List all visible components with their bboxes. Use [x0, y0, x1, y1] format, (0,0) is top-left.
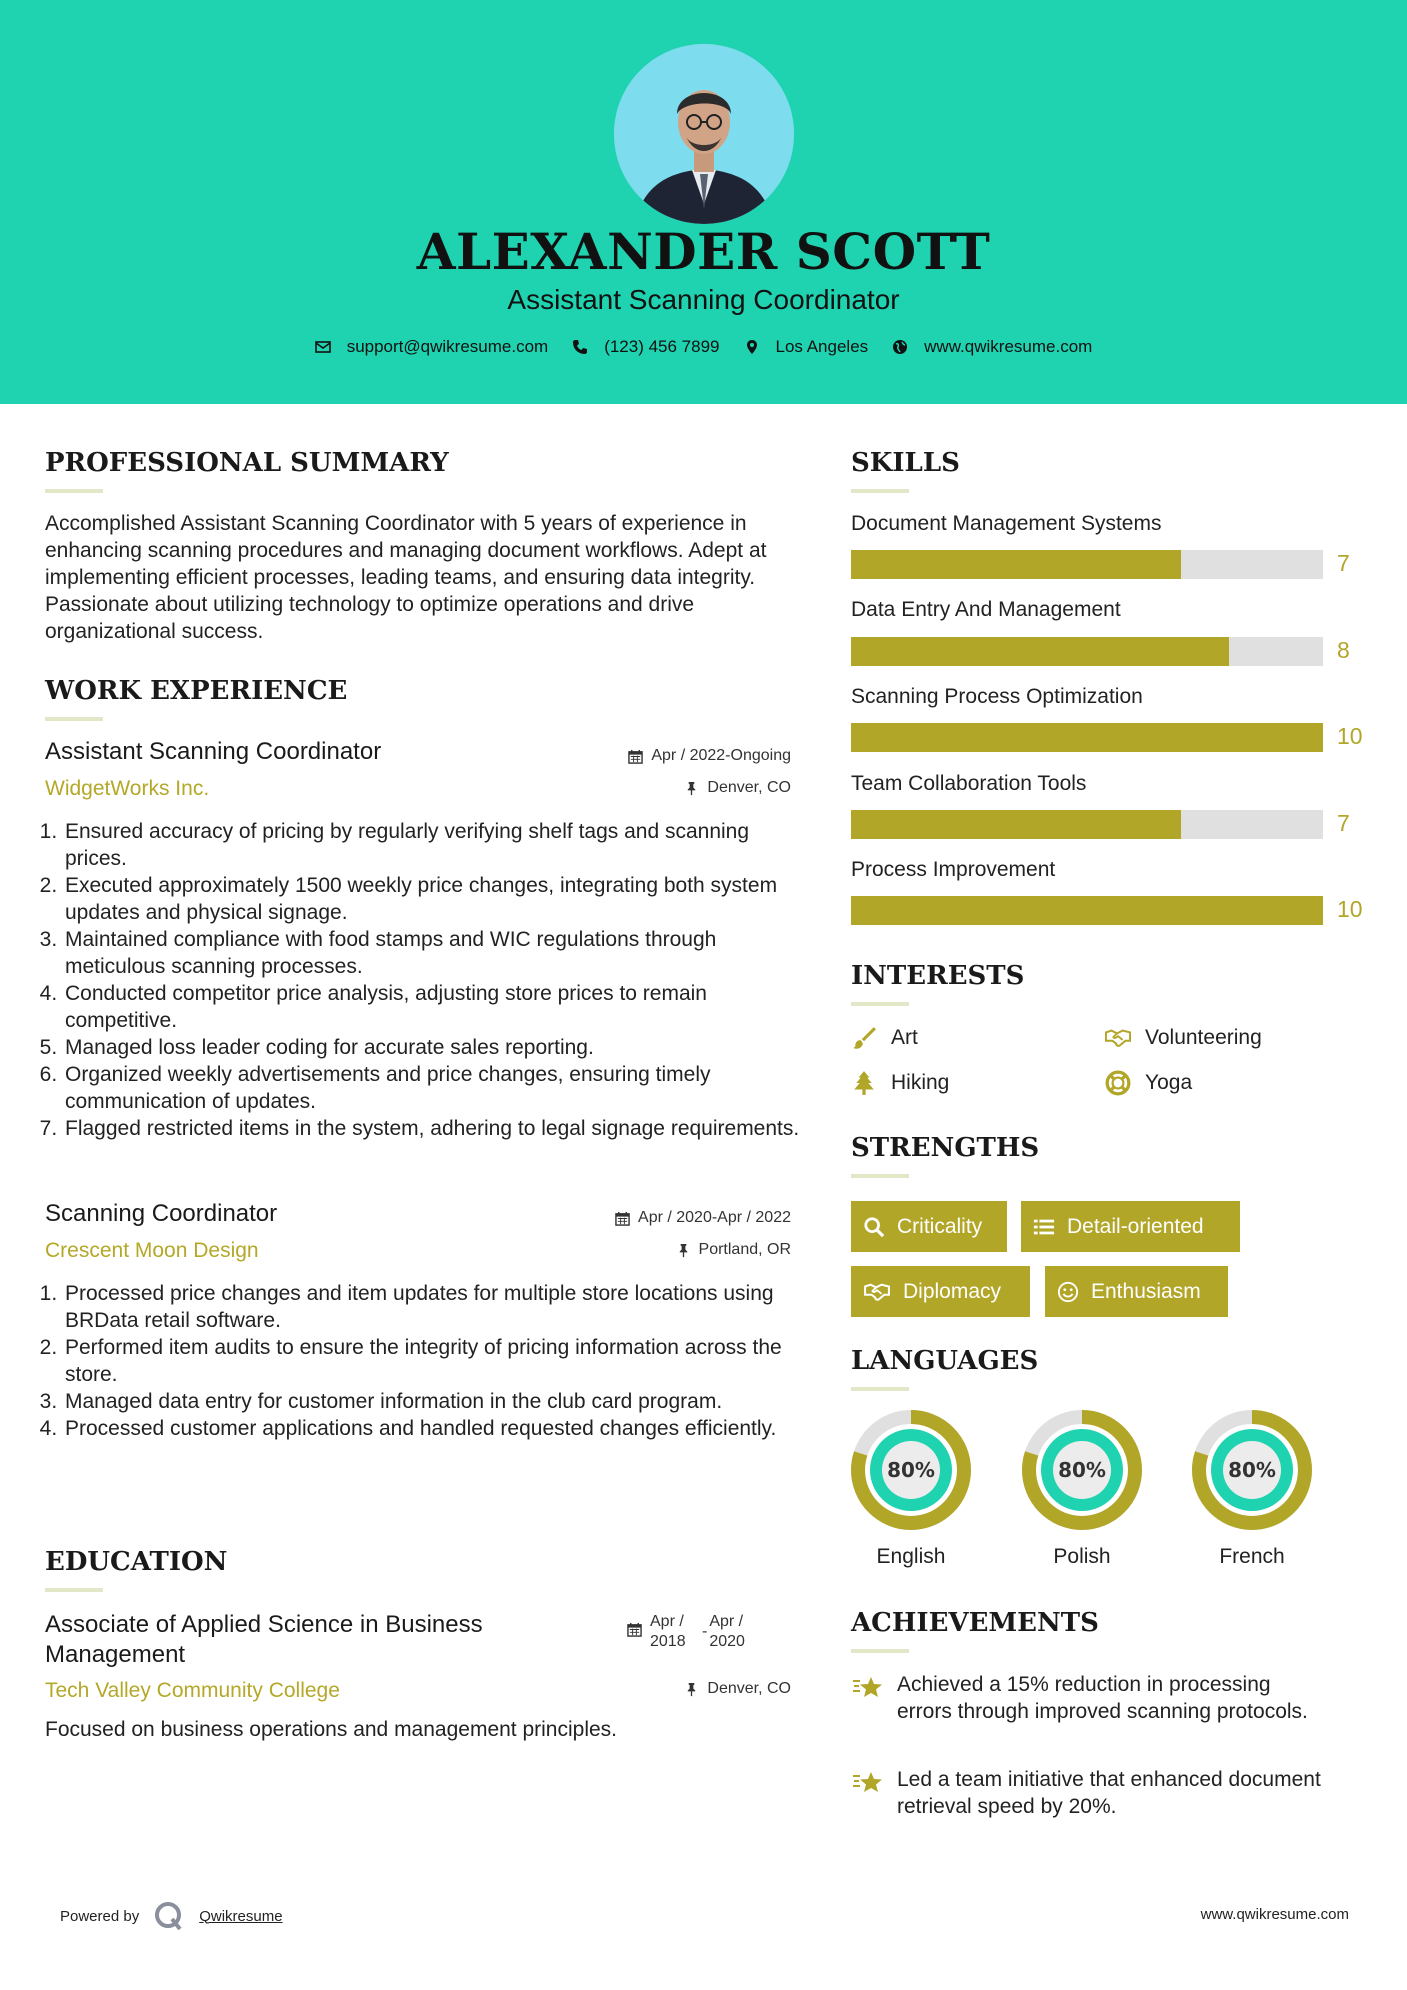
search-icon — [863, 1216, 885, 1238]
interest-label: Volunteering — [1145, 1026, 1262, 1049]
skill-bar — [851, 810, 1323, 839]
list-item: 1. Processed price changes and item updates for multiple store locations using BRData retail software. — [63, 1280, 800, 1334]
list-item: 2. Performed item audits to ensure the integrity of pricing information across the store. — [63, 1334, 800, 1388]
language-donut — [1021, 1409, 1143, 1531]
skill-level: 7 — [1337, 550, 1350, 576]
skills-heading-underline — [851, 489, 909, 493]
job-dates — [560, 747, 791, 765]
calendar-icon — [627, 1622, 642, 1637]
calendar-icon — [615, 1211, 630, 1226]
powered-by-label: Powered by — [60, 1907, 140, 1925]
strength-badge — [1021, 1201, 1240, 1252]
pushpin-icon — [676, 1243, 691, 1258]
job-bullets — [35, 1280, 800, 1442]
trophy-star-icon — [851, 1766, 885, 1800]
list-item: 2. Executed approximately 1500 weekly price changes, integrating both system updates and physical signage. — [63, 872, 800, 926]
language-percent: 80% — [1058, 1458, 1106, 1482]
skills-heading: SKILLS — [851, 448, 960, 478]
job-dates — [540, 1209, 791, 1227]
list-item: 3. Maintained compliance with food stamps and WIC regulations through meticulous scanning processes. — [63, 926, 800, 980]
experience-heading-underline — [45, 717, 103, 721]
strength-label: Enthusiasm — [1091, 1279, 1201, 1303]
job-location-text: Portland, OR — [698, 1241, 791, 1258]
language-gauge — [1191, 1409, 1313, 1536]
location-text: Los Angeles — [775, 337, 869, 356]
list-item: 3. Managed data entry for customer information in the club card program. — [63, 1388, 800, 1415]
email-text: support@qwikresume.com — [346, 337, 549, 356]
list-item: 4. Processed customer applications and handled requested changes efficiently. — [63, 1415, 800, 1442]
calendar-icon — [628, 749, 643, 764]
website-text: www.qwikresume.com — [924, 337, 1093, 356]
handshake-icon — [863, 1281, 891, 1303]
contact-location — [744, 337, 869, 357]
summary-text: Accomplished Assistant Scanning Coordinator with 5 years of experience in enhancing scanning procedures and managing document workflows. Adept at implementing efficient processes, leading teams, and ensuring data integrity. Passionate about utilizing technology to optimize operations and drive organizational success. — [45, 512, 767, 643]
job-bullets — [35, 818, 800, 1142]
skill-level: 7 — [1337, 810, 1350, 836]
strength-badge — [851, 1201, 1007, 1252]
achievement-item — [851, 1766, 1321, 1820]
phone-text: (123) 456 7899 — [604, 337, 720, 356]
interests-heading: INTERESTS — [851, 961, 1025, 991]
language-donut — [1191, 1409, 1313, 1531]
company-name: WidgetWorks Inc. — [45, 777, 210, 800]
job-location — [560, 1241, 791, 1259]
skill-bar — [851, 637, 1323, 666]
skill-bar-fill — [851, 550, 1181, 579]
list-item: 4. Conducted competitor price analysis, adjusting store prices to remain competitive. — [63, 980, 800, 1034]
brand-link[interactable]: Qwikresume — [199, 1907, 283, 1925]
education-description: Focused on business operations and management principles. — [45, 1718, 618, 1741]
interest-item — [1105, 1070, 1192, 1096]
language-gauge — [850, 1409, 972, 1536]
school-name: Tech Valley Community College — [45, 1679, 340, 1702]
skill-name: Document Management Systems — [851, 512, 1162, 535]
strength-label: Criticality — [897, 1214, 983, 1238]
interest-item — [851, 1070, 949, 1096]
skill-name: Data Entry And Management — [851, 598, 1121, 621]
map-marker-icon — [744, 339, 760, 355]
skill-name: Scanning Process Optimization — [851, 685, 1143, 708]
list-item: 5. Managed loss leader coding for accurate sales reporting. — [63, 1034, 800, 1061]
paintbrush-icon — [851, 1025, 877, 1051]
skill-bar-fill — [851, 723, 1323, 752]
job-title: Assistant Scanning Coordinator — [45, 738, 382, 765]
language-gauge — [1021, 1409, 1143, 1536]
interest-label: Yoga — [1145, 1071, 1193, 1094]
strength-badge — [1045, 1266, 1228, 1317]
education-dates — [627, 1612, 757, 1652]
contact-email[interactable] — [315, 337, 549, 357]
trophy-star-icon — [851, 1671, 885, 1705]
skill-level: 10 — [1337, 723, 1363, 749]
contact-phone[interactable] — [572, 337, 719, 357]
education-heading-underline — [45, 1588, 103, 1592]
education-start-date: Apr / 2018 — [650, 1613, 686, 1650]
skill-level: 8 — [1337, 637, 1350, 663]
languages-heading: LANGUAGES — [851, 1346, 1039, 1376]
summary-heading-underline — [45, 489, 103, 493]
strengths-heading-underline — [851, 1174, 909, 1178]
achievements-heading: ACHIEVEMENTS — [851, 1608, 1099, 1638]
handshake-icon — [1105, 1025, 1131, 1051]
list-item: 6. Organized weekly advertisements and price changes, ensuring timely communication of updates. — [63, 1061, 800, 1115]
skill-bar-fill — [851, 896, 1323, 925]
job-location — [560, 779, 791, 797]
summary-heading: PROFESSIONAL SUMMARY — [45, 448, 449, 478]
phone-icon — [572, 339, 588, 355]
language-name: Polish — [1053, 1545, 1111, 1568]
footer-powered-by — [60, 1900, 283, 1932]
language-percent: 80% — [1228, 1458, 1276, 1482]
person-portrait-icon — [614, 44, 794, 224]
achievements-heading-underline — [851, 1649, 909, 1653]
job-dates-text: Apr / 2020-Apr / 2022 — [638, 1209, 791, 1226]
education-location-text: Denver, CO — [707, 1680, 791, 1697]
skill-bar-fill — [851, 810, 1181, 839]
pushpin-icon — [684, 781, 699, 796]
skill-bar — [851, 550, 1323, 579]
education-date-separator: - — [702, 1623, 708, 1640]
footer-website[interactable]: www.qwikresume.com — [1200, 1906, 1349, 1923]
candidate-title: Assistant Scanning Coordinator — [507, 284, 900, 315]
language-name: French — [1219, 1545, 1285, 1568]
achievement-text: Led a team initiative that enhanced document retrieval speed by 20%. — [897, 1768, 1321, 1818]
interest-item — [1105, 1025, 1262, 1051]
list-icon — [1033, 1216, 1055, 1238]
interest-item — [851, 1025, 918, 1051]
skill-bar-fill — [851, 637, 1229, 666]
strengths-heading: STRENGTHS — [851, 1133, 1040, 1163]
list-item: 7. Flagged restricted items in the system, adhering to legal signage requirements. — [63, 1115, 800, 1142]
qwikresume-logo-icon — [153, 1900, 185, 1932]
list-item: 1. Ensured accuracy of pricing by regularly verifying shelf tags and scanning prices. — [63, 818, 800, 872]
language-donut — [850, 1409, 972, 1531]
interest-label: Hiking — [891, 1071, 950, 1094]
language-name: English — [876, 1545, 946, 1568]
skill-level: 10 — [1337, 896, 1363, 922]
education-location — [560, 1680, 791, 1698]
language-percent: 80% — [887, 1458, 935, 1482]
strength-label: Detail-oriented — [1067, 1214, 1204, 1238]
achievement-item — [851, 1671, 1321, 1725]
company-name: Crescent Moon Design — [45, 1239, 259, 1262]
degree-title: Associate of Applied Science in Business Management — [45, 1611, 483, 1668]
education-end-date: Apr / 2020 — [709, 1613, 745, 1650]
contact-website[interactable] — [892, 337, 1092, 357]
globe-icon — [892, 339, 908, 355]
interests-heading-underline — [851, 1002, 909, 1006]
tree-icon — [851, 1070, 877, 1096]
candidate-name: ALEXANDER SCOTT — [416, 222, 991, 281]
interest-label: Art — [891, 1026, 918, 1049]
skill-bar — [851, 896, 1323, 925]
strength-badge — [851, 1266, 1030, 1317]
job-dates-text: Apr / 2022-Ongoing — [651, 747, 791, 764]
achievement-text: Achieved a 15% reduction in processing errors through improved scanning protocols. — [897, 1673, 1308, 1723]
envelope-icon — [315, 339, 331, 355]
contact-bar — [0, 337, 1407, 357]
skill-name: Process Improvement — [851, 858, 1056, 881]
smile-icon — [1057, 1281, 1079, 1303]
strength-label: Diplomacy — [903, 1279, 1002, 1303]
profile-photo — [614, 44, 794, 224]
skill-bar — [851, 723, 1323, 752]
pushpin-icon — [684, 1682, 699, 1697]
resume-header — [0, 0, 1407, 404]
job-title: Scanning Coordinator — [45, 1200, 278, 1227]
job-location-text: Denver, CO — [707, 779, 791, 796]
experience-heading: WORK EXPERIENCE — [45, 676, 348, 706]
education-heading: EDUCATION — [45, 1547, 228, 1577]
life-ring-icon — [1105, 1070, 1131, 1096]
languages-heading-underline — [851, 1387, 909, 1391]
skill-name: Team Collaboration Tools — [851, 772, 1087, 795]
